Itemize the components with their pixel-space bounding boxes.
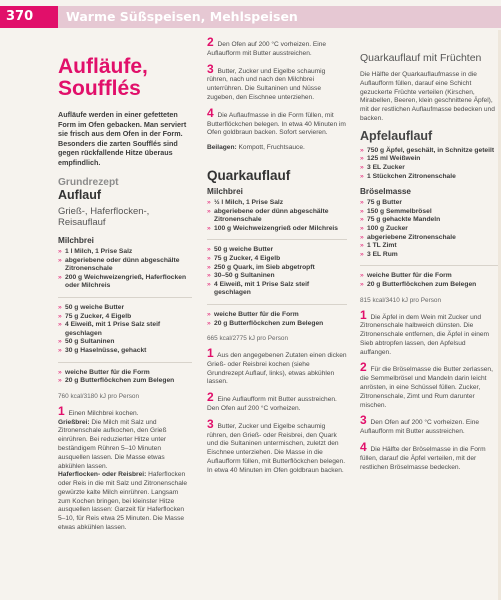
step-3: 3 Den Ofen auf 200 °C vorheizen. Eine Auflaufform mit Butter ausstreichen. [360,413,480,436]
ingredient: » abgeriebene oder dünn abgeschälte Zitronenschale [58,257,192,274]
ingredient: » 50 g weiche Butter [58,304,192,313]
divider [58,362,192,363]
ingredient-list-2 [360,199,498,259]
ingredient: » 75 g Zucker, 4 Eigelb [58,313,192,322]
ingredient: » 30–50 g Sultaninen [207,272,347,281]
ingredient: » 750 g Äpfel, geschält, in Schnitze geteilt [360,147,498,156]
ingredient-list-3 [58,369,192,386]
column-3 [360,38,498,478]
recipe-title-apfelauflauf: Apfelauflauf [360,128,433,143]
calorie-info: 815 kcal/3410 kJ pro Person [360,296,441,304]
ingredient: » 125 ml Weißwein [360,155,498,164]
divider [207,304,347,305]
ingredient: » 100 g Weichweizengrieß oder Milchreis [207,225,347,234]
ingredient: » 50 g Sultaninen [58,338,192,347]
recipe-title-quarkauflauf-fruechte: Quarkauflauf mit Früchten [360,52,482,64]
divider [207,239,347,240]
ingredient: » 30 g Haselnüsse, gehackt [58,347,192,356]
ingredient: » 1 l Milch, 1 Prise Salz [58,248,192,257]
step-4: 4 Die Auflaufmasse in die Form füllen, mit Butterflöckchen belegen. In etwa 40 Minuten im Ofen goldbraun backen. Sofort servieren. [207,105,346,137]
ingredient: » 20 g Butterflöckchen zum Belegen [58,377,192,386]
recipe-title-quarkauflauf: Quarkauflauf [207,167,291,183]
ingredient: » 250 g Quark, im Sieb abgetropft [207,264,347,273]
recipe-title-auflauf: Auflauf [58,188,102,202]
ingredient: » 20 g Butterflöckchen zum Belegen [360,281,498,290]
recipe-text: Die Hälfte der Quarkauflaufmasse in die Auflaufform füllen, darauf eine Schicht gezuckerte Früchte verteilen (Kirschen, Mirabellen, Beeren, klein geschnittene Äpfel), mit der restlichen Auflaufmasse bedecken und backen. [360,71,495,122]
column-1 [58,38,192,539]
step-2: 2 Den Ofen auf 200 °C vorheizen. Eine Auflaufform mit Butter ausstreichen. [207,35,327,57]
step-number: 1 [58,403,65,418]
ingredient-list-1 [58,248,192,291]
broeselmasse-heading: Bröselmasse [360,187,411,197]
ingredient: » 50 g weiche Butter [207,246,347,255]
grundrezept-label: Grundrezept [58,177,119,188]
step-3: 3 Butter, Zucker und Eigelbe schaumig rühren, den Grieß- oder Reisbrei, den Quark und die Sultaninen untermischen, zuletzt den Eischnee unterziehen. Die Masse in die Auflaufform füllen, mit Butterflöckchen belegen. In etwa 40 Minuten im Ofen goldbraun backen. [207,416,346,474]
ingredient-list-1 [360,147,498,181]
page-number: 370 [6,9,34,24]
section-title-bar [58,6,501,28]
ingredient: » 4 Eiweiß, mit 1 Prise Salz steif geschlagen [207,281,347,298]
ingredient: » 200 g Weichweizengrieß, Haferflocken oder Milchreis [58,274,192,291]
ingredient: » 150 g Semmelbrösel [360,208,498,217]
ingredient: » 1 Stückchen Zitronenschale [360,173,498,182]
milchbrei-heading: Milchbrei [58,236,94,245]
section-title: Warme Süßspeisen, Mehlspeisen [66,9,298,24]
divider [58,297,192,298]
beilagen: Beilagen: Kompott, Fruchtsauce. [207,144,305,152]
ingredient: » 75 g Zucker, 4 Eigelb [207,255,347,264]
ingredient: » 20 g Butterflöckchen zum Belegen [207,320,347,329]
ingredient: » 100 g Zucker [360,225,498,234]
ingredient: » 75 g Butter [360,199,498,208]
ingredient: » abgeriebene Zitronenschale [360,234,498,243]
step-1: 1 Aus den angegebenen Zutaten einen dicken Grieß- oder Reisbrei kochen (siehe Grundrezept Auflauf, links), etwas abkühlen lassen. [207,346,347,386]
ingredient-list-2 [207,246,347,298]
chapter-title: Aufläufe, Soufflés [58,55,148,100]
ingredient: » 3 EL Zucker [360,164,498,173]
milchbrei-heading: Milchbrei [207,186,243,196]
calorie-info: 760 kcal/3180 kJ pro Person [58,392,139,400]
ingredient: » weiche Butter für die Form [360,272,498,281]
step-2: 2 Für die Bröselmasse die Butter zerlassen, die Semmelbrösel und Mandeln darin leicht anrösten, in eine Schüssel füllen. Zucker, Zitronenschale, Zimt und Rum darunter mischen. [360,360,493,409]
ingredient: » ½ l Milch, 1 Prise Salz [207,199,347,208]
ingredient: » 4 Eiweiß, mit 1 Prise Salz steif geschlagen [58,321,192,338]
ingredient-list-3 [360,272,498,289]
page-number-box [0,6,58,28]
calorie-info: 665 kcal/2775 kJ pro Person [207,335,288,343]
recipe-subtitle: Grieß-, Haferflocken-, Reisauflauf [58,206,150,228]
step-4: 4 Die Hälfte der Bröselmasse in die Form füllen, darauf die Äpfel verteilen, mit der restlichen Bröselmasse bedecken. [360,440,486,471]
step-3: 3 Butter, Zucker und Eigelbe schaumig rühren, nach und nach den Milchbrei unterrühren. Die Sultaninen und Nüsse zugeben, den Eischnee unterziehen. [207,61,326,101]
ingredient: » abgeriebene oder dünn abgeschälte Zitronenschale [207,208,347,225]
step-1: 1 Die Äpfel in dem Wein mit Zucker und Zitronenschale halbweich dünsten. Die Zitronenschale entfernen, die Äpfel in einem Sieb abtropfen lassen, den Apfelsud auffangen. [360,307,490,356]
ingredient: » 75 g gehackte Mandeln [360,216,498,225]
ingredient-list-1 [207,199,347,233]
divider [360,265,498,266]
ingredient: » weiche Butter für die Form [207,311,347,320]
ingredient: » 1 TL Zimt [360,242,498,251]
ingredient-list-2 [58,304,192,356]
page-header [0,6,501,28]
ingredient: » 3 EL Rum [360,251,498,260]
ingredient-list-3 [207,311,347,328]
chapter-intro: Aufläufe werden in einer gefetteten Form im Ofen gebacken. Man serviert sie frisch aus dem Ofen in der Form. Besonders die zarten Soufflés sind gegen rückfallende Hitze überaus empfindlich. [58,110,187,167]
column-2 [207,35,347,482]
step-1: 1 Einen Milchbrei kochen. Grießbrei: Die Milch mit Salz und Zitronenschale aufkochen, den Grieß einrühren. Bei reduzierter Hitze unter beständigem Rühren 5–10 Minuten ausquellen lassen. Die Masse etwas abkühlen lassen. Haferflocken- oder Reisbrei: Haferflocken oder Reis in die mit Salz und Zitronenschale gewürzte kalte Milch einrühren. Langsam zum Kochen bringen, bei kleinster Hitze ausquellen lassen: Garzeit für Haferflocken 5–10, für Reis etwa 25 Minuten. Die Masse etwas abkühlen lassen. [58,403,188,532]
ingredient: » weiche Butter für die Form [58,369,192,378]
step-2: 2 Eine Auflaufform mit Butter ausstreichen. Den Ofen auf 200 °C vorheizen. [207,390,337,413]
